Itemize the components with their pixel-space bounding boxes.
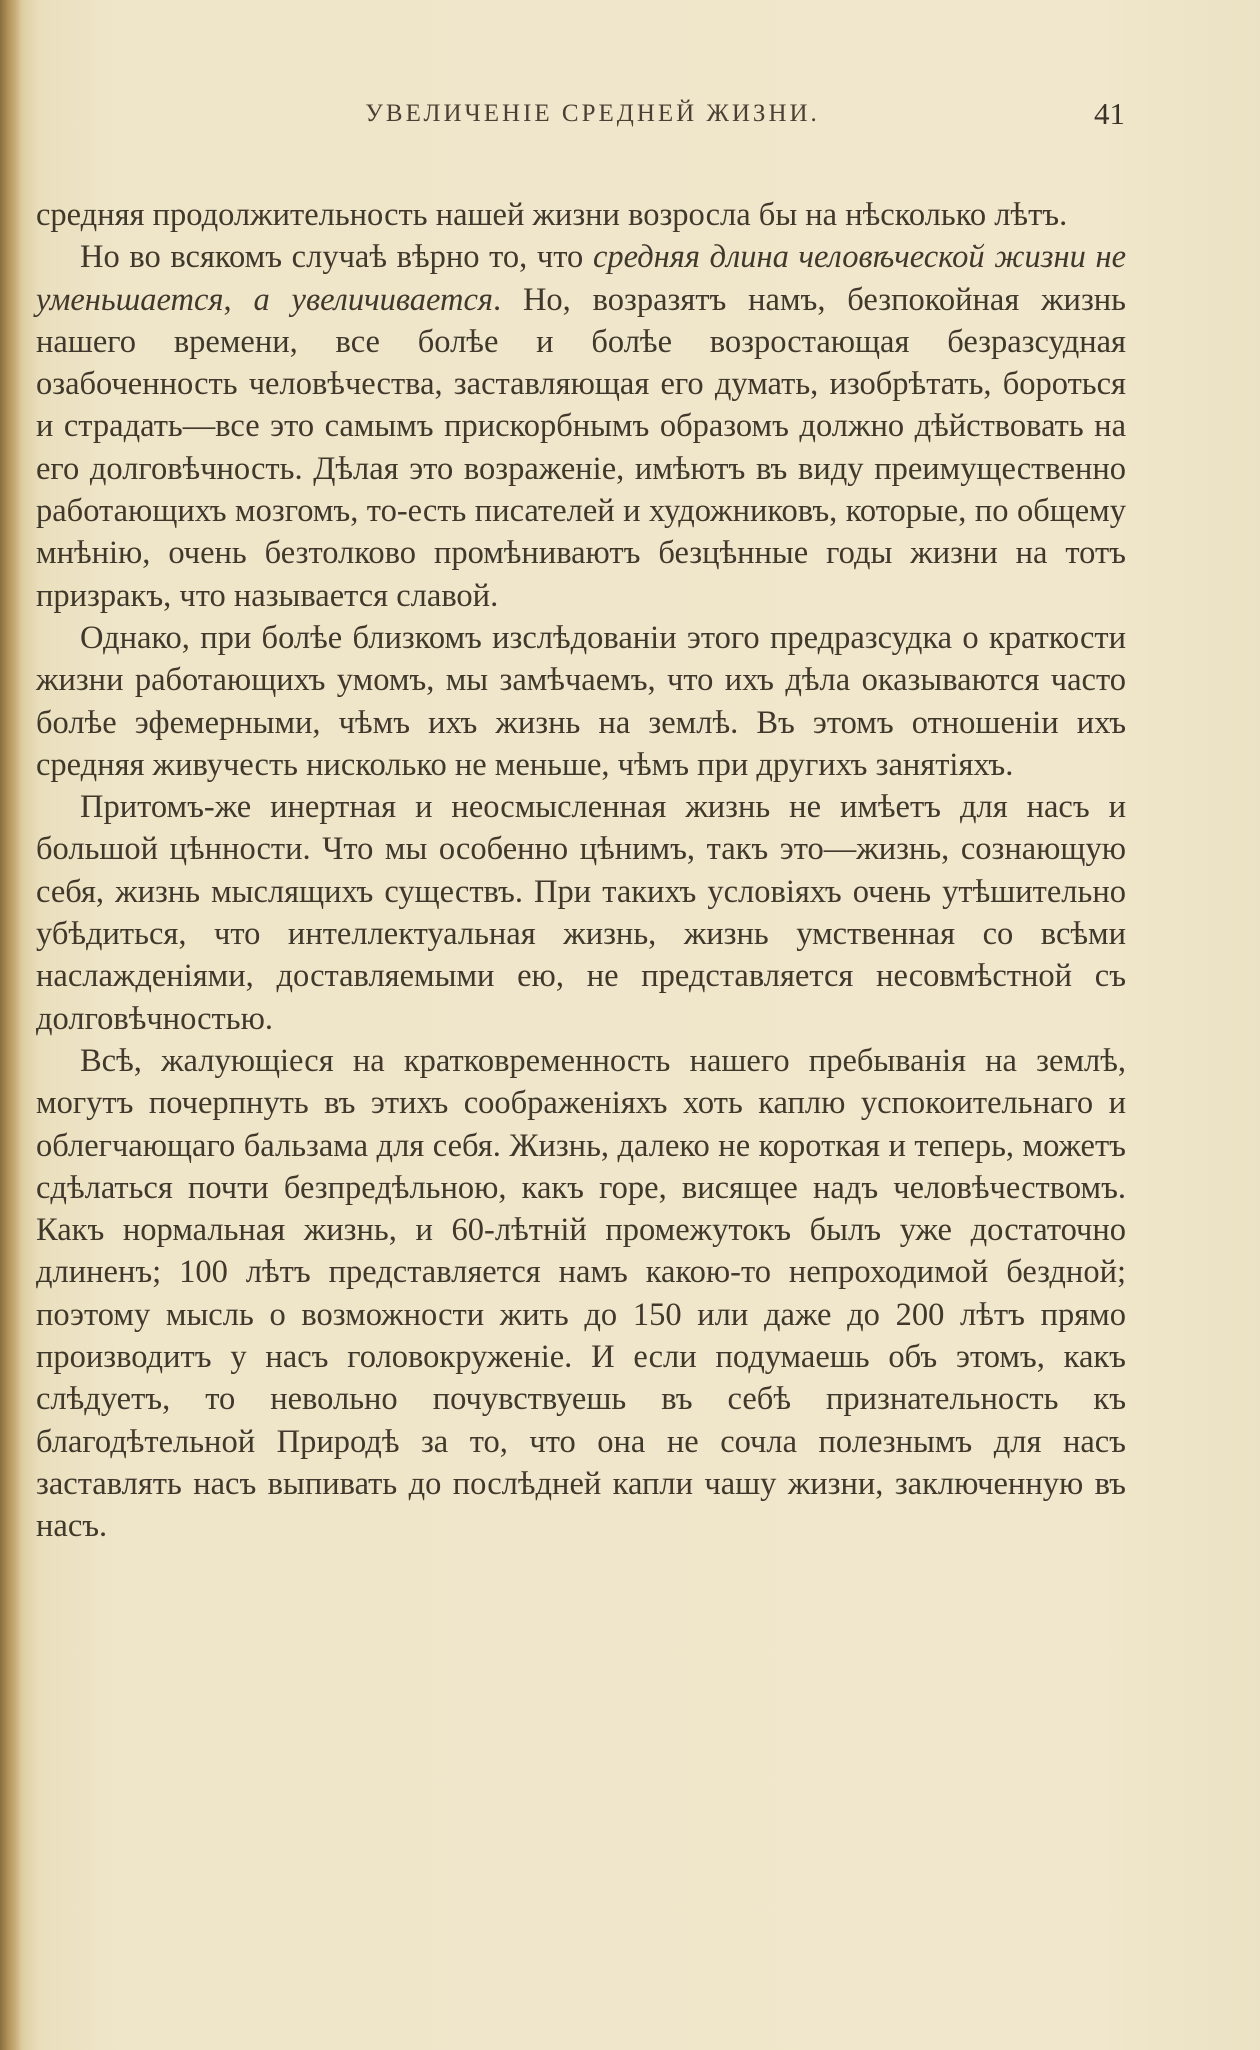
paragraph-3-text: Однако, при болѣе близкомъ изслѣдованіи этого предразсудка о краткости жизни работающихъ умомъ, мы замѣчаемъ, что ихъ дѣла оказываются часто болѣе эфемерными, чѣмъ ихъ жизнь на землѣ. Въ этомъ отношеніи ихъ средняя живучесть нисколько не меньше, чѣмъ при другихъ занятіяхъ.: [36, 619, 1126, 783]
paragraph-2-emphasis-2: а увеличивается: [253, 281, 493, 318]
page-binding-edge: [0, 0, 22, 2050]
paragraph-2-emphasis-1: средняя длина человѣческой жизни не уменьшается: [36, 239, 1127, 318]
paragraph-5-text: Всѣ, жалующіеся на кратковременность нашего пребыванія на землѣ, могутъ почерпнуть въ этихъ соображеніяхъ хоть каплю успокоительнаго и облегчающаго бальзама для себя. Жизнь, далеко не короткая и теперь, можетъ сдѣлаться почти безпредѣльною, какъ горе, висящее надъ человѣчествомъ. Какъ нормальная жизнь, и 60-лѣтній промежутокъ былъ уже достаточно длиненъ; 100 лѣтъ представляется намъ какою-то непроходимой бездной; поэтому мысль о возможности жить до 150 или даже до 200 лѣтъ прямо производитъ у насъ головокруженіе. И если подумаешь объ этомъ, какъ слѣдуетъ, то невольно почувствуешь въ себѣ признательность къ благодѣтельной Природѣ за то, что она не сочла полезнымъ для насъ заставлять насъ выпивать до послѣдней капли чашу жизни, заключенную въ насъ.: [36, 1042, 1126, 1545]
paragraph-2-text-middle: ,: [223, 281, 254, 318]
paragraph-2-text-end: . Но, возразятъ намъ, безпокойная жизнь нашего времени, все болѣе и болѣе возростающая безразсудная озабоченность человѣчества, заставляющая его думать, изобрѣтать, бороться и страдать—все это самымъ прискорбнымъ образомъ должно дѣйствовать на его долговѣчность. Дѣлая это возраженіе, имѣютъ въ виду преимущественно работающихъ мозгомъ, то-есть писателей и художниковъ, которые, по общему мнѣнію, очень безтолково промѣниваютъ безцѣнные годы жизни на тотъ призракъ, что называется славой.: [36, 281, 1126, 614]
paragraph-2-text-start: Но во всякомъ случаѣ вѣрно то, что: [80, 239, 593, 276]
paragraph-4-text: Притомъ-же инертная и неосмысленная жизнь не имѣетъ для насъ и большой цѣнности. Что мы особенно цѣнимъ, такъ это—жизнь, сознающую себя, жизнь мыслящихъ существъ. При такихъ условіяхъ очень утѣшительно убѣдиться, что интеллектуальная жизнь, жизнь умственная со всѣми наслажденіями, доставляемыми ею, не представляется несовмѣстной съ долговѣчностью.: [36, 789, 1126, 1037]
paragraph-1-text: средняя продолжительность нашей жизни возросла бы на нѣсколько лѣтъ.: [36, 197, 1068, 233]
running-head: [60, 96, 1125, 136]
paragraph-3: [36, 617, 1126, 786]
paragraph-1: [36, 194, 1126, 236]
page-number: 41: [1094, 96, 1125, 131]
running-title: УВЕЛИЧЕНІЕ СРЕДНЕЙ ЖИЗНИ.: [365, 100, 820, 127]
paragraph-5: [36, 1040, 1126, 1548]
paragraph-2: [36, 236, 1126, 617]
paragraph-4: [36, 786, 1126, 1040]
body-text: [36, 194, 1126, 1548]
